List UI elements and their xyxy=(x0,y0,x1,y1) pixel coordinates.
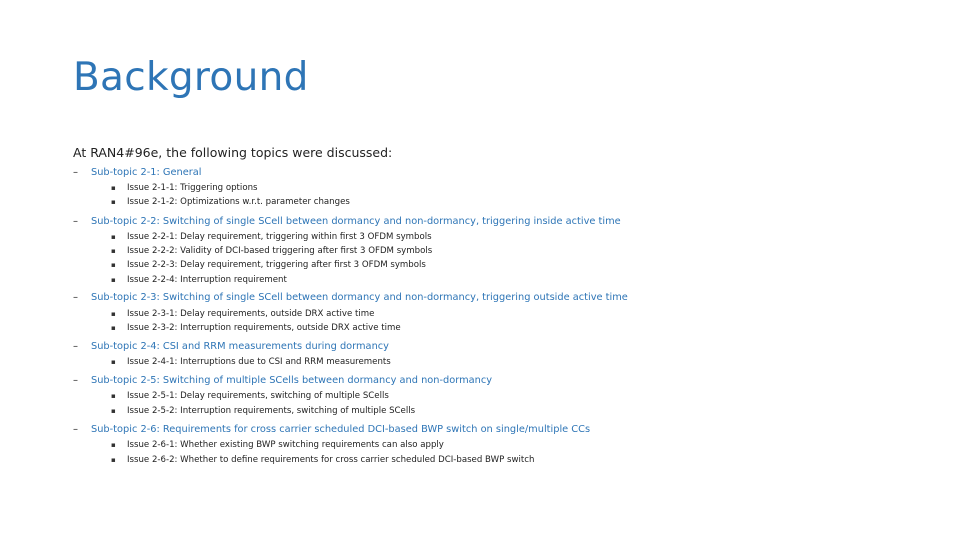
issue-item: Issue 2-2-3: Delay requirement, triggering after first 3 OFDM symbols xyxy=(127,260,426,270)
topic-dash: – xyxy=(73,292,78,303)
bullet-icon: ▪ xyxy=(111,198,116,206)
issue-item: Issue 2-1-2: Optimizations w.r.t. parameter changes xyxy=(127,197,350,207)
bullet-icon: ▪ xyxy=(111,184,116,192)
topic-label: Sub-topic 2-6: Requirements for cross carrier scheduled DCI-based BWP switch on single/multiple CCs xyxy=(91,424,591,435)
bullet-icon: ▪ xyxy=(111,358,116,366)
issue-item: Issue 2-2-2: Validity of DCI-based triggering after first 3 OFDM symbols xyxy=(127,246,433,256)
issue-item: Issue 2-1-1: Triggering options xyxy=(127,183,258,193)
topic-dash: – xyxy=(73,375,78,386)
topic-label: Sub-topic 2-2: Switching of single SCell between dormancy and non-dormancy, triggering inside active time xyxy=(91,216,621,227)
topic-label: Sub-topic 2-3: Switching of single SCell between dormancy and non-dormancy, triggering outside active time xyxy=(91,292,628,303)
bullet-icon: ▪ xyxy=(111,392,116,400)
issue-item: Issue 2-2-1: Delay requirement, triggering within first 3 OFDM symbols xyxy=(127,232,432,242)
issue-item: Issue 2-2-4: Interruption requirement xyxy=(127,275,287,285)
bullet-icon: ▪ xyxy=(111,247,116,255)
bullet-icon: ▪ xyxy=(111,276,116,284)
issue-item: Issue 2-3-1: Delay requirements, outside DRX active time xyxy=(127,309,375,319)
bullet-icon: ▪ xyxy=(111,233,116,241)
topic-label: Sub-topic 2-5: Switching of multiple SCells between dormancy and non-dormancy xyxy=(91,375,493,386)
issue-item: Issue 2-4-1: Interruptions due to CSI and RRM measurements xyxy=(127,357,391,367)
topic-label: Sub-topic 2-1: General xyxy=(91,167,202,178)
bullet-icon: ▪ xyxy=(111,407,116,415)
intro-text: At RAN4#96e, the following topics were discussed: xyxy=(73,145,393,160)
issue-item: Issue 2-6-2: Whether to define requirements for cross carrier scheduled DCI-based BWP switch xyxy=(127,455,535,465)
bullet-icon: ▪ xyxy=(111,456,116,464)
topic-dash: – xyxy=(73,216,78,227)
bullet-icon: ▪ xyxy=(111,324,116,332)
topic-dash: – xyxy=(73,341,78,352)
issue-item: Issue 2-6-1: Whether existing BWP switching requirements can also apply xyxy=(127,440,444,450)
bullet-icon: ▪ xyxy=(111,310,116,318)
bullet-icon: ▪ xyxy=(111,441,116,449)
topic-label: Sub-topic 2-4: CSI and RRM measurements during dormancy xyxy=(91,341,389,352)
slide-title: Background xyxy=(73,55,309,100)
topic-dash: – xyxy=(73,424,78,435)
issue-item: Issue 2-5-2: Interruption requirements, switching of multiple SCells xyxy=(127,406,416,416)
topic-dash: – xyxy=(73,167,78,178)
bullet-icon: ▪ xyxy=(111,261,116,269)
issue-item: Issue 2-3-2: Interruption requirements, outside DRX active time xyxy=(127,323,401,333)
issue-item: Issue 2-5-1: Delay requirements, switching of multiple SCells xyxy=(127,391,389,401)
